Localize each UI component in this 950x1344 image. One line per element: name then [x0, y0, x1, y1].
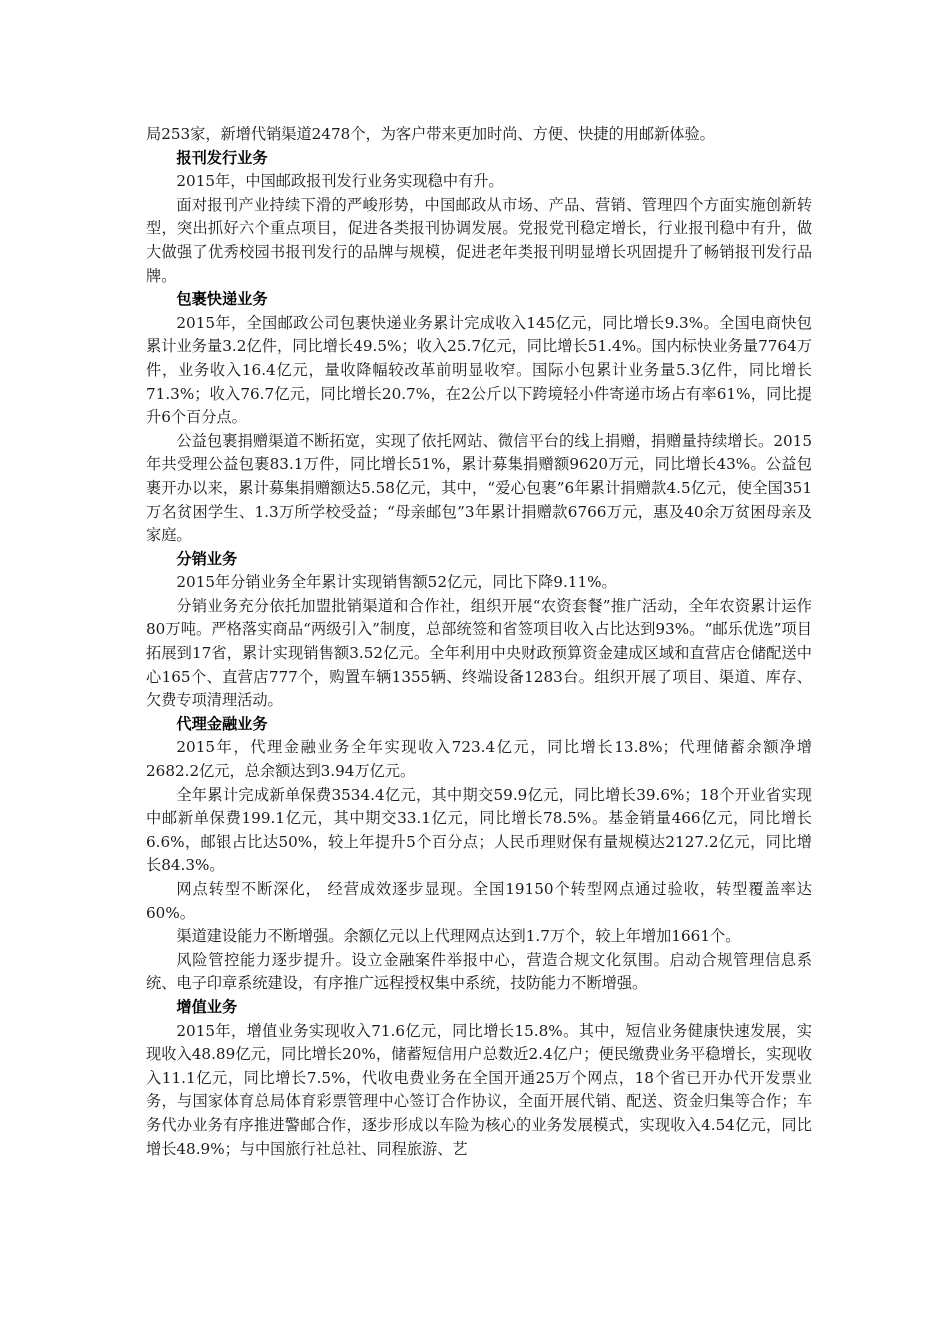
section-parcel-express	[146, 288, 812, 548]
section-newspaper-distribution	[146, 147, 812, 289]
section-heading: 代理金融业务	[176, 714, 268, 733]
paragraph: 风险管控能力逐步提升。设立金融案件举报中心，营造合规文化氛围。启动合规管理信息系统、电子印章系统建设，有序推广远程授权集中系统，技防能力不断增强。	[146, 950, 812, 993]
section-agency-finance	[146, 713, 812, 996]
section-distribution-sales	[146, 548, 812, 713]
section-value-added	[146, 996, 812, 1161]
intro-paragraph: 局253家，新增代销渠道2478个，为客户带来更加时尚、方便、快捷的用邮新体验。	[146, 125, 715, 143]
paragraph: 2015年，中国邮政报刊发行业务实现稳中有升。	[176, 172, 504, 191]
section-heading: 增值业务	[176, 997, 238, 1016]
section-heading: 包裹快递业务	[176, 290, 268, 309]
paragraph: 2015年，代理金融业务全年实现收入723.4亿元，同比增长13.8%；代理储蓄余额净增2682.2亿元，总余额达到3.94万亿元。	[146, 738, 812, 781]
paragraph: 全年累计完成新单保费3534.4亿元，其中期交59.9亿元，同比增长39.6%；18个开业省实现中邮新单保费199.1亿元，其中期交33.1亿元，同比增长78.5%。基金销量466亿元，同比增长6.6%，邮银占比达50%，较上年提升5个百分点；人民币理财保有量规模达2127.2亿元，同比增长84.3%。	[146, 785, 812, 875]
paragraph: 渠道建设能力不断增强。余额亿元以上代理网点达到1.7万个，较上年增加1661个。	[176, 927, 741, 946]
paragraph: 分销业务充分依托加盟批销渠道和合作社，组织开展“农资套餐”推广活动，全年农资累计运作80万吨。严格落实商品“两级引入”制度，总部统签和省签项目收入占比达到93%。“邮乐优选”项目拓展到17省，累计实现销售额3.52亿元。全年利用中央财政预算资金建成区域和直营店仓储配送中心165个、直营店777个，购置车辆1355辆、终端设备1283台。组织开展了项目、渠道、库存、欠费专项清理活动。	[146, 596, 812, 710]
paragraph: 公益包裹捐赠渠道不断拓宽，实现了依托网站、微信平台的线上捐赠，捐赠量持续增长。2015年共受理公益包裹83.1万件，同比增长51%，累计募集捐赠额9620万元，同比增长43%。公益包裹开办以来，累计募集捐赠额达5.58亿元，其中，“爱心包裹”6年累计捐赠款4.5亿元，使全国351万名贫困学生、1.3万所学校受益；“母亲邮包”3年累计捐赠款6766万元，惠及40余万贫困母亲及家庭。	[146, 431, 812, 545]
paragraph: 2015年，全国邮政公司包裹快递业务累计完成收入145亿元，同比增长9.3%。全国电商快包累计业务量3.2亿件，同比增长49.5%；收入25.7亿元，同比增长51.4%。国内标快业务量7764万件，业务收入16.4亿元，量收降幅较改革前明显收窄。国际小包累计业务量5.3亿件，同比增长71.3%；收入76.7亿元，同比增长20.7%，在2公斤以下跨境轻小件寄递市场占有率61%，同比提升6个百分点。	[146, 313, 812, 427]
paragraph: 面对报刊产业持续下滑的严峻形势，中国邮政从市场、产品、营销、管理四个方面实施创新转型，突出抓好六个重点项目，促进各类报刊协调发展。党报党刊稳定增长，行业报刊稳中有升，做大做强了优秀校园书报刊发行的品牌与规模，促进老年类报刊明显增长巩固提升了畅销报刊发行品牌。	[146, 195, 812, 285]
paragraph: 2015年，增值业务实现收入71.6亿元，同比增长15.8%。其中，短信业务健康快速发展，实现收入48.89亿元，同比增长20%，储蓄短信用户总数近2.4亿户；便民缴费业务平稳增长，实现收入11.1亿元，同比增长7.5%，代收电费业务在全国开通25万个网点，18个省已开办代开发票业务，与国家体育总局体育彩票管理中心签订合作协议，全面开展代销、配送、资金归集等合作；车务代办业务有序推进警邮合作，逐步形成以车险为核心的业务发展模式，实现收入4.54亿元，同比增长48.9%；与中国旅行社总社、同程旅游、艺	[146, 1021, 812, 1158]
section-heading: 分销业务	[176, 549, 238, 568]
section-heading: 报刊发行业务	[176, 148, 268, 167]
document-page	[146, 123, 812, 1161]
paragraph: 网点转型不断深化， 经营成效逐步显现。全国19150个转型网点通过验收，转型覆盖率达60%。	[146, 880, 812, 922]
paragraph: 2015年分销业务全年累计实现销售额52亿元，同比下降9.11%。	[176, 573, 617, 592]
